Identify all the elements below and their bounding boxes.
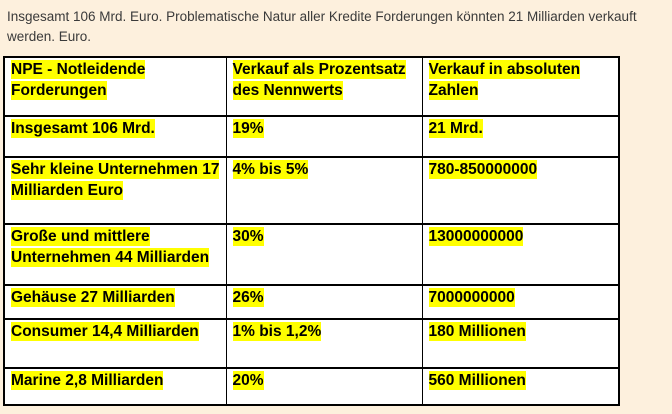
- cell-text: Consumer 14,4 Milliarden: [11, 323, 199, 340]
- cell-percent: [226, 285, 422, 319]
- table-row: [4, 116, 619, 157]
- cell-label: [4, 157, 226, 224]
- table-row: [4, 285, 619, 319]
- cell-text: 780-850000000: [428, 161, 538, 178]
- cell-percent: [226, 319, 422, 368]
- cell-text: 30%: [232, 228, 264, 245]
- header-cell-percent: [226, 57, 422, 116]
- cell-label: [4, 224, 226, 285]
- cell-label: [4, 285, 226, 319]
- cell-text: Sehr kleine Unternehmen 17 Milliarden Euro: [11, 161, 220, 199]
- header-label-percent: Verkauf als Prozentsatz des Nennwerts: [232, 61, 406, 99]
- npe-table: [3, 56, 620, 406]
- table-row: [4, 157, 619, 224]
- cell-label: [4, 368, 226, 405]
- header-label-npe: NPE - Notleidende Forderungen: [11, 61, 146, 99]
- cell-text: Große und mittlere Unternehmen 44 Milliarden: [11, 228, 210, 266]
- header-cell-npe: [4, 57, 226, 116]
- cell-text: Marine 2,8 Milliarden: [11, 372, 164, 389]
- table-row: [4, 319, 619, 368]
- cell-absolute: [422, 157, 619, 224]
- cell-text: 26%: [232, 289, 264, 306]
- cell-text: 13000000000: [428, 228, 524, 245]
- cell-text: Insgesamt 106 Mrd.: [11, 120, 155, 137]
- header-label-absolute: Verkauf in absoluten Zahlen: [428, 61, 581, 99]
- cell-absolute: [422, 368, 619, 405]
- cell-absolute: [422, 285, 619, 319]
- cell-absolute: [422, 224, 619, 285]
- cell-text: 7000000000: [428, 289, 515, 306]
- cell-percent: [226, 116, 422, 157]
- table-row: [4, 224, 619, 285]
- cell-text: Gehäuse 27 Milliarden: [11, 289, 175, 306]
- cell-text: 19%: [232, 120, 264, 137]
- table-row: [4, 368, 619, 405]
- intro-text: Insgesamt 106 Mrd. Euro. Problematische Natur aller Kredite Forderungen könnten 21 Milliarden verkauft werden. Euro.: [7, 9, 637, 44]
- cell-percent: [226, 368, 422, 405]
- cell-text: 21 Mrd.: [428, 120, 483, 137]
- table-header-row: [4, 57, 619, 116]
- cell-label: [4, 116, 226, 157]
- cell-text: 180 Millionen: [428, 323, 526, 340]
- cell-absolute: [422, 116, 619, 157]
- cell-text: 560 Millionen: [428, 372, 526, 389]
- cell-label: [4, 319, 226, 368]
- cell-absolute: [422, 319, 619, 368]
- header-cell-absolute: [422, 57, 619, 116]
- cell-text: 4% bis 5%: [232, 161, 309, 178]
- cell-percent: [226, 224, 422, 285]
- cell-percent: [226, 157, 422, 224]
- cell-text: 20%: [232, 372, 264, 389]
- cell-text: 1% bis 1,2%: [232, 323, 322, 340]
